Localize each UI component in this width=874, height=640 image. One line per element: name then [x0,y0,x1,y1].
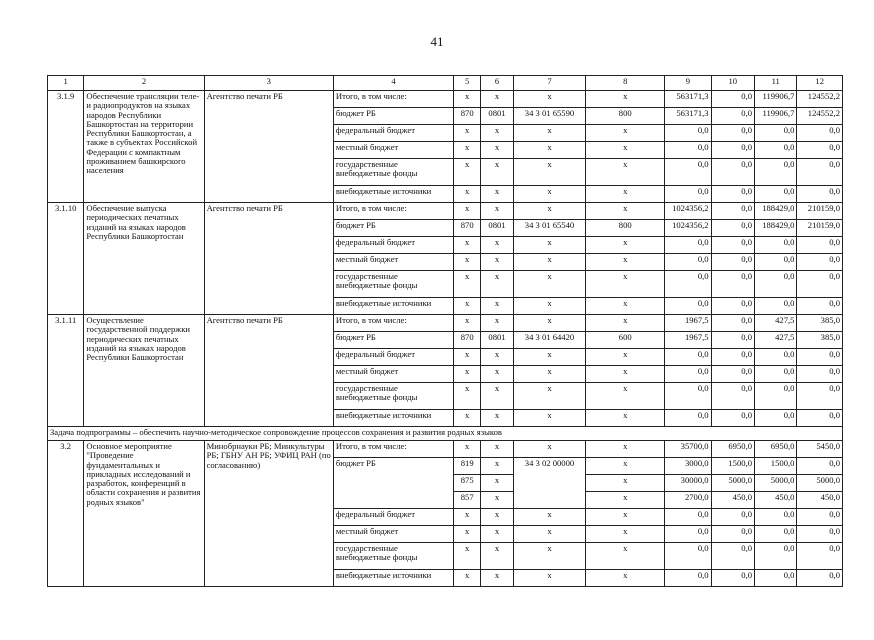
value-cell: x [513,203,586,220]
column-header: 10 [711,76,754,91]
value-cell: 188429,0 [755,203,797,220]
value-cell: 385,0 [797,332,843,349]
value-cell: 0,0 [711,349,754,366]
value-cell: x [586,383,665,410]
row-number: 3.2 [48,441,84,587]
value-cell: x [586,526,665,543]
value-cell: x [586,237,665,254]
value-cell: x [481,298,513,315]
value-cell: 0,0 [755,509,797,526]
value-cell: 0,0 [797,186,843,203]
value-cell: x [454,383,481,410]
column-header: 9 [665,76,711,91]
value-cell: 0,0 [755,298,797,315]
source-label: местный бюджет [333,366,453,383]
value-cell: x [513,186,586,203]
budget-table [47,75,843,587]
value-cell: x [481,349,513,366]
value-cell: x [586,570,665,587]
value-cell: x [586,254,665,271]
value-cell: x [454,543,481,570]
value-cell: 0,0 [665,186,711,203]
source-label: Итого, в том числе: [333,203,453,220]
value-cell: x [481,492,513,509]
value-cell: 0,0 [797,366,843,383]
value-cell: x [586,271,665,298]
source-label: внебюджетные источники [333,570,453,587]
value-cell: 0,0 [665,125,711,142]
source-label: государственные внебюджетные фонды [333,543,453,570]
value-cell: 210159,0 [797,220,843,237]
value-cell: 857 [454,492,481,509]
value-cell: x [454,570,481,587]
value-cell: 5450,0 [797,441,843,458]
value-cell: x [481,475,513,492]
value-cell: 0,0 [755,237,797,254]
value-cell: x [481,159,513,186]
value-cell: 0,0 [797,142,843,159]
value-cell: 0,0 [797,383,843,410]
value-cell: x [481,458,513,475]
value-cell: 0801 [481,108,513,125]
value-cell: x [513,349,586,366]
value-cell: x [513,526,586,543]
value-cell: 0,0 [665,349,711,366]
column-header: 12 [797,76,843,91]
source-label: местный бюджет [333,526,453,543]
value-cell: x [481,254,513,271]
executor: Минобрнауки РБ; Минкультуры РБ; ГБНУ АН РБ; УФИЦ РАН (по согласованию) [204,441,333,587]
value-cell: 0,0 [797,410,843,427]
value-cell: 0,0 [711,203,754,220]
value-cell: x [513,91,586,108]
source-label: федеральный бюджет [333,125,453,142]
value-cell: x [513,237,586,254]
column-header: 4 [333,76,453,91]
section-title: Задача подпрограммы – обеспечить научно-методическое сопровождение процессов сохранения и развития родных языков [48,427,843,441]
value-cell: x [586,441,665,458]
value-cell: x [454,237,481,254]
table-row [48,203,843,220]
value-cell: x [454,203,481,220]
value-cell: x [513,159,586,186]
value-cell: x [586,142,665,159]
column-header: 6 [481,76,513,91]
executor: Агентство печати РБ [204,91,333,203]
source-label: местный бюджет [333,142,453,159]
value-cell: x [513,366,586,383]
value-cell: 0,0 [711,332,754,349]
value-cell: x [586,203,665,220]
value-cell: 0,0 [755,570,797,587]
value-cell: 870 [454,220,481,237]
value-cell: 0,0 [711,142,754,159]
value-cell: 0801 [481,220,513,237]
value-cell: 119906,7 [755,91,797,108]
value-cell: 0,0 [797,570,843,587]
source-label: бюджет РБ [333,458,453,509]
value-cell: 800 [586,220,665,237]
value-cell: 450,0 [755,492,797,509]
value-cell: x [586,543,665,570]
value-cell: x [454,91,481,108]
value-cell: x [481,410,513,427]
value-cell: x [586,458,665,475]
value-cell: 0,0 [711,271,754,298]
source-label: бюджет РБ [333,220,453,237]
column-header: 8 [586,76,665,91]
column-header: 3 [204,76,333,91]
source-label: местный бюджет [333,254,453,271]
source-label: государственные внебюджетные фонды [333,383,453,410]
value-cell: 0,0 [797,526,843,543]
value-cell: x [586,298,665,315]
value-cell: x [454,254,481,271]
value-cell: x [513,383,586,410]
column-header: 2 [84,76,204,91]
value-cell: x [481,570,513,587]
value-cell: 0,0 [797,159,843,186]
source-label: государственные внебюджетные фонды [333,271,453,298]
value-cell: 124552,2 [797,91,843,108]
activity-name: Обеспечение выпуска периодических печатных изданий на языках народов Республики Башкортостан [84,203,204,315]
value-cell: 0,0 [711,526,754,543]
value-cell: 0,0 [797,543,843,570]
value-cell: x [513,315,586,332]
value-cell: x [586,349,665,366]
value-cell: 0,0 [665,366,711,383]
value-cell: x [454,441,481,458]
value-cell: x [513,271,586,298]
value-cell: 0,0 [711,220,754,237]
value-cell: x [513,570,586,587]
value-cell: x [586,91,665,108]
value-cell: 800 [586,108,665,125]
value-cell: x [481,315,513,332]
page-number: 41 [430,34,444,49]
value-cell: 0,0 [665,410,711,427]
value-cell: 0,0 [665,254,711,271]
value-cell: 563171,3 [665,108,711,125]
value-cell: 0,0 [711,254,754,271]
value-cell: 0,0 [711,237,754,254]
value-cell: x [454,159,481,186]
value-cell: 6950,0 [711,441,754,458]
value-cell: 0,0 [711,383,754,410]
value-cell: 0,0 [711,315,754,332]
value-cell: 450,0 [711,492,754,509]
value-cell: x [454,526,481,543]
source-label: федеральный бюджет [333,237,453,254]
value-cell: 0,0 [797,125,843,142]
value-cell: 0,0 [665,543,711,570]
source-label: Итого, в том числе: [333,441,453,458]
value-cell: 0,0 [711,298,754,315]
value-cell: 35700,0 [665,441,711,458]
source-label: Итого, в том числе: [333,91,453,108]
value-cell: 0,0 [711,159,754,186]
value-cell: 0,0 [755,271,797,298]
value-cell: 0,0 [797,458,843,475]
value-cell: 119906,7 [755,108,797,125]
value-cell: 34 3 01 65540 [513,220,586,237]
source-label: федеральный бюджет [333,509,453,526]
value-cell: 124552,2 [797,108,843,125]
value-cell: 1024356,2 [665,203,711,220]
value-cell: 563171,3 [665,91,711,108]
source-label: федеральный бюджет [333,349,453,366]
value-cell: 5000,0 [711,475,754,492]
value-cell: 210159,0 [797,203,843,220]
activity-name: Обеспечение трансляции теле- и радиопродуктов на языках народов Республики Башкортостан на территории Республики Башкортостан, а также в субъектах Российской Федерации с компактным проживанием башкирского населения [84,91,204,203]
value-cell: x [454,410,481,427]
value-cell: 0,0 [711,125,754,142]
value-cell: 1967,5 [665,332,711,349]
value-cell: x [481,125,513,142]
value-cell: 0,0 [711,186,754,203]
value-cell: 188429,0 [755,220,797,237]
value-cell: 0,0 [797,298,843,315]
value-cell: 34 3 02 00000 [513,458,586,509]
value-cell: 0,0 [711,91,754,108]
value-cell: 5000,0 [797,475,843,492]
value-cell: 385,0 [797,315,843,332]
value-cell: x [586,366,665,383]
value-cell: 0,0 [665,142,711,159]
value-cell: x [481,383,513,410]
header-row [48,76,843,91]
source-label: бюджет РБ [333,108,453,125]
value-cell: 0,0 [711,543,754,570]
value-cell: x [454,298,481,315]
value-cell: x [481,237,513,254]
value-cell: 0,0 [665,526,711,543]
value-cell: 0,0 [665,570,711,587]
value-cell: 1024356,2 [665,220,711,237]
value-cell: x [513,441,586,458]
value-cell: x [454,125,481,142]
value-cell: x [454,366,481,383]
row-number: 3.1.11 [48,315,84,427]
value-cell: 3000,0 [665,458,711,475]
value-cell: 6950,0 [755,441,797,458]
value-cell: 0,0 [755,543,797,570]
value-cell: x [586,475,665,492]
value-cell: 0801 [481,332,513,349]
value-cell: 0,0 [711,410,754,427]
row-number: 3.1.9 [48,91,84,203]
value-cell: x [481,271,513,298]
value-cell: 819 [454,458,481,475]
value-cell: x [454,142,481,159]
value-cell: x [586,315,665,332]
value-cell: 5000,0 [755,475,797,492]
value-cell: x [586,509,665,526]
value-cell: 0,0 [797,271,843,298]
value-cell: x [513,410,586,427]
value-cell: 1500,0 [711,458,754,475]
column-header: 7 [513,76,586,91]
value-cell: 0,0 [755,383,797,410]
value-cell: x [586,159,665,186]
value-cell: x [481,142,513,159]
source-label: внебюджетные источники [333,298,453,315]
value-cell: 0,0 [665,271,711,298]
value-cell: 1500,0 [755,458,797,475]
source-label: внебюджетные источники [333,186,453,203]
value-cell: 0,0 [797,237,843,254]
value-cell: x [586,410,665,427]
executor: Агентство печати РБ [204,315,333,427]
value-cell: x [586,125,665,142]
value-cell: 875 [454,475,481,492]
value-cell: 0,0 [665,237,711,254]
executor: Агентство печати РБ [204,203,333,315]
value-cell: 1967,5 [665,315,711,332]
value-cell: 0,0 [797,254,843,271]
value-cell: 0,0 [711,570,754,587]
value-cell: 0,0 [711,108,754,125]
row-number: 3.1.10 [48,203,84,315]
source-label: Итого, в том числе: [333,315,453,332]
value-cell: x [586,492,665,509]
value-cell: x [513,125,586,142]
value-cell: 427,5 [755,332,797,349]
value-cell: x [586,186,665,203]
value-cell: 0,0 [755,410,797,427]
value-cell: 0,0 [711,509,754,526]
value-cell: x [454,186,481,203]
value-cell: x [454,271,481,298]
value-cell: 870 [454,332,481,349]
value-cell: 0,0 [665,298,711,315]
value-cell: 450,0 [797,492,843,509]
value-cell: x [513,142,586,159]
value-cell: 870 [454,108,481,125]
value-cell: x [454,509,481,526]
value-cell: 0,0 [755,159,797,186]
value-cell: x [481,91,513,108]
value-cell: x [513,509,586,526]
value-cell: 0,0 [755,142,797,159]
activity-name: Осуществление государственной поддержки периодических печатных изданий на языках народов Республики Башкортостан [84,315,204,427]
value-cell: x [481,509,513,526]
value-cell: 34 3 01 64420 [513,332,586,349]
value-cell: x [481,441,513,458]
value-cell: 30000,0 [665,475,711,492]
section-row [48,427,843,441]
value-cell: 2700,0 [665,492,711,509]
value-cell: x [481,203,513,220]
table-row [48,91,843,108]
source-label: бюджет РБ [333,332,453,349]
value-cell: 0,0 [797,349,843,366]
value-cell: 0,0 [755,254,797,271]
value-cell: 600 [586,332,665,349]
value-cell: 0,0 [711,366,754,383]
value-cell: x [513,543,586,570]
table-row [48,315,843,332]
column-header: 1 [48,76,84,91]
value-cell: 0,0 [755,366,797,383]
value-cell: 0,0 [755,186,797,203]
value-cell: x [481,543,513,570]
value-cell: 0,0 [665,509,711,526]
value-cell: x [481,526,513,543]
value-cell: x [454,315,481,332]
table-row [48,441,843,458]
value-cell: 0,0 [755,349,797,366]
value-cell: x [513,254,586,271]
value-cell: 0,0 [755,125,797,142]
source-label: государственные внебюджетные фонды [333,159,453,186]
value-cell: 0,0 [665,383,711,410]
value-cell: 34 3 01 65590 [513,108,586,125]
source-label: внебюджетные источники [333,410,453,427]
value-cell: 427,5 [755,315,797,332]
column-header: 5 [454,76,481,91]
activity-name: Основное мероприятие "Проведение фундаментальных и прикладных исследований и разработок, конференций в области сохранения и развития родных языков" [84,441,204,587]
column-header: 11 [755,76,797,91]
value-cell: 0,0 [755,526,797,543]
value-cell: x [481,186,513,203]
value-cell: 0,0 [665,159,711,186]
value-cell: x [481,366,513,383]
value-cell: 0,0 [797,509,843,526]
value-cell: x [454,349,481,366]
value-cell: x [513,298,586,315]
